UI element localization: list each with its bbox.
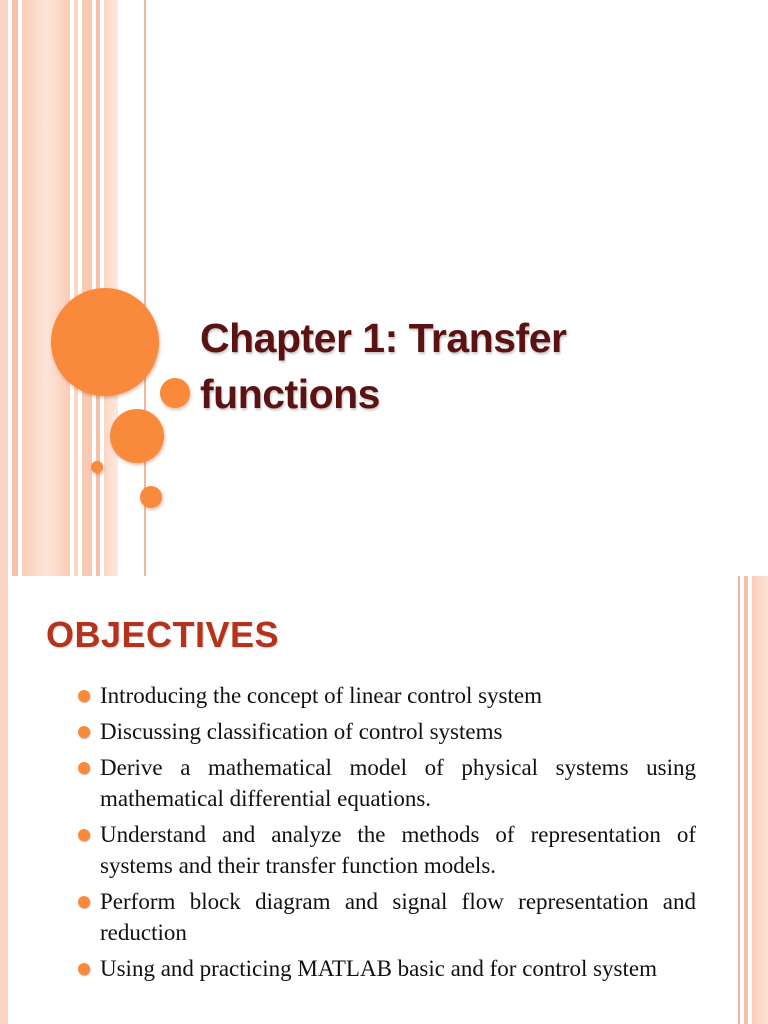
objectives-list xyxy=(76,680,696,989)
list-item xyxy=(76,886,696,948)
list-item-text: Perform block diagram and signal flow representation and reduction xyxy=(100,889,696,945)
objectives-heading: OBJECTIVES xyxy=(46,614,280,655)
stripe xyxy=(74,0,78,576)
list-item-text: Introducing the concept of linear control system xyxy=(100,683,542,708)
objectives-slide xyxy=(0,576,768,1024)
bullet-circle-icon xyxy=(78,726,90,738)
stripe xyxy=(0,0,8,576)
stripe xyxy=(22,0,70,576)
decorative-stripes-right xyxy=(734,576,768,1024)
decorative-circle-icon xyxy=(110,409,164,463)
list-item xyxy=(76,716,696,747)
stripe xyxy=(738,576,740,1024)
bullet-circle-icon xyxy=(78,690,90,702)
stripe xyxy=(744,576,748,1024)
list-item-text: Discussing classification of control systems xyxy=(100,719,503,744)
stripe xyxy=(12,0,18,576)
list-item xyxy=(76,953,696,984)
bullet-circle-icon xyxy=(78,829,90,841)
decorative-circle-icon xyxy=(160,378,190,408)
list-item xyxy=(76,680,696,711)
slide-title xyxy=(200,310,740,422)
slide-title-line-2: functions xyxy=(200,371,380,417)
bullet-circle-icon xyxy=(78,762,90,774)
bullet-circle-icon xyxy=(78,963,90,975)
stripe xyxy=(82,0,92,576)
decorative-circle-icon xyxy=(91,461,103,473)
slide-title-line-1: Chapter 1: Transfer xyxy=(200,315,567,361)
list-item xyxy=(76,752,696,814)
list-item-text: Using and practicing MATLAB basic and for control system xyxy=(100,956,657,981)
decorative-circle-icon xyxy=(140,486,162,508)
list-item-text: Derive a mathematical model of physical systems using mathematical differential equations. xyxy=(100,755,696,811)
decorative-circle-icon xyxy=(51,288,159,396)
list-item xyxy=(76,819,696,881)
bullet-circle-icon xyxy=(78,896,90,908)
list-item-text: Understand and analyze the methods of representation of systems and their transfer function models. xyxy=(100,822,696,878)
stripe xyxy=(752,576,768,1024)
left-edge-stripe xyxy=(0,576,8,1024)
decorative-stripes-left xyxy=(0,0,160,576)
